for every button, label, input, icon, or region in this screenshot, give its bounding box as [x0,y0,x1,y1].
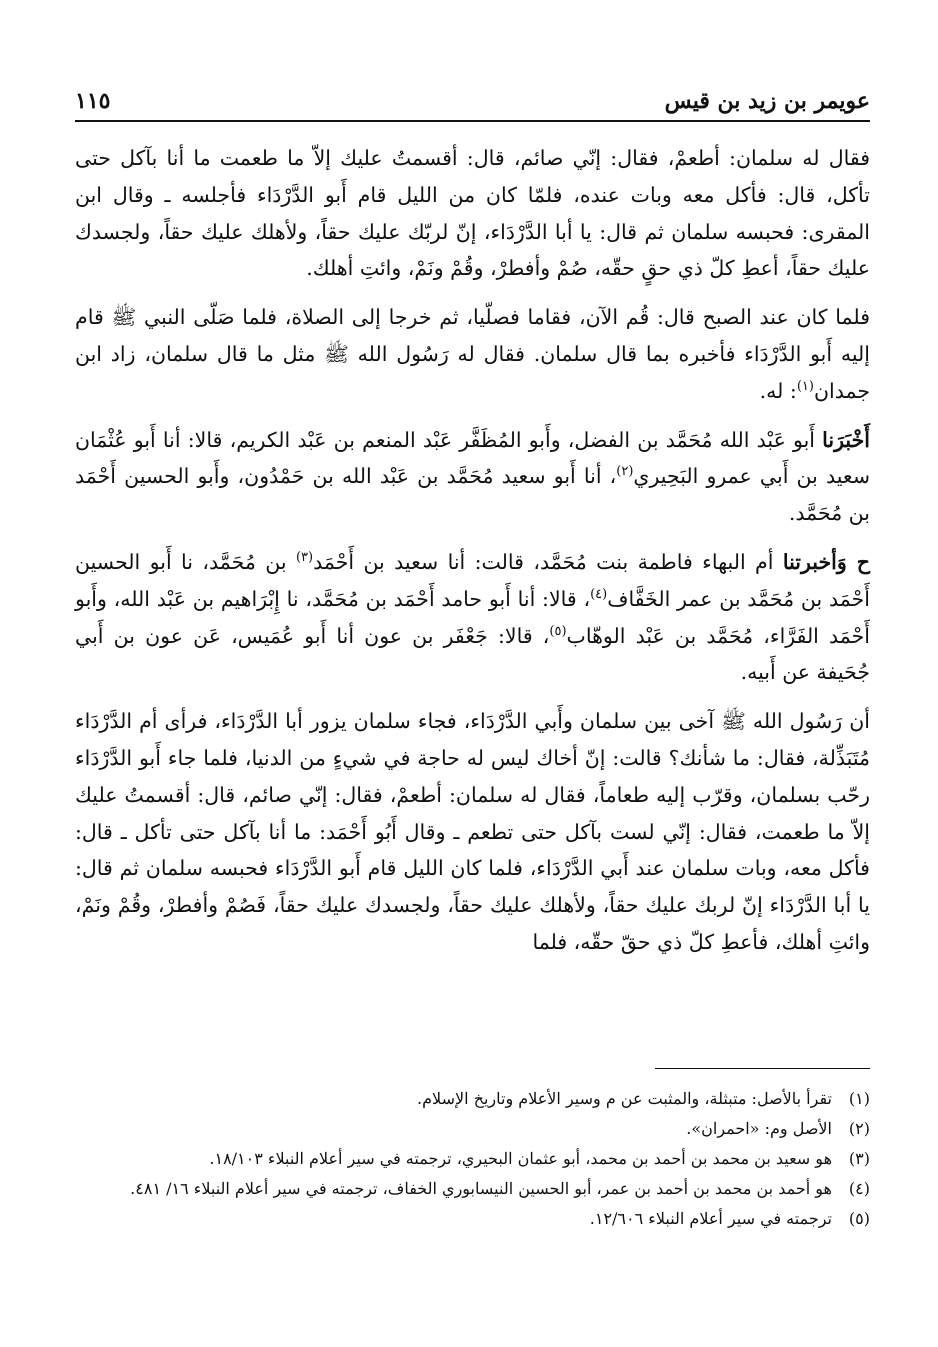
paragraph-1: فقال له سلمان: أطعمْ، فقال: إنّي صائم، قال: أقسمتُ عليك إلاّ ما طعمت ما أنا بآكل حتى تأكل، قال: فأكل معه وبات عنده، فلمّا كان من الليل قام أَبو الدَّرْدَاء فأجلسه ـ وقال ابن المقرى: فحبسه سلمان ثم قال: يا أبا الدَّرْدَاء، إنّ لربّك عليك حقاً، ولأهلك عليك حقاً، ولجسدك عليك حقاً، أعطِ كلّ ذي حقٍ حقّه، صُمْ وأفطرْ، وقُمْ ونَمْ، وائتِ أهلك. [75,146,870,281]
paragraph-4: ح وَأخبرتنا أم البهاء فاطمة بنت مُحَمَّد، قالت: أنا سعيد بن أَحْمَد$^{(٣)}$ بن مُحَمَّد، نا أَبو الحسين أَحْمَد بن مُحَمَّد بن عمر الخَفَّاف$^{(٤)}$، قالا: أنا أَبو حامد أَحْمَد بن مُحَمَّد، نا إِبْرَاهيم بن عَبْد الله، وأَبو أَحْمَد الفَرَّاء، مُحَمَّد بن عَبْد الوهّاب$^{(٥)}$، قالا: جَعْفَر بن عون أنا أَبو عُمَيس، عَن عون بن أَبي جُحَيفة عن أَبيه. [75,549,871,685]
page-header [75,80,870,122]
main-text [75,140,870,973]
footnote-ref-2: (٢) [616,464,634,480]
running-title: عويمر بن زيد بن قيس [664,88,870,114]
footnote-ref-4: (٤) [590,586,608,602]
footnote: (٤) هو أحمد بن محمد بن أحمد بن عمر، أبو الحسين النيسابوري الخفاف، ترجمته في سير أعلام النبلاء ١٦/ ٤٨١. [130,1179,870,1198]
footnote: (٢) الأصل وم: «احمران». [686,1119,870,1138]
footnote-ref-1: (١) [796,378,814,394]
isnad-lead: ح وَأخبرتنا [782,549,870,574]
footnote: (٣) هو سعيد بن محمد بن أحمد بن محمد، أبو عثمان البحيري، ترجمته في سير أعلام النبلاء ١٨/١٠٣. [209,1149,870,1168]
paragraph-5: أن رَسُول الله ﷺ آخى بين سلمان وأَبي الدَّرْدَاء، فجاء سلمان يزور أبا الدَّرْدَاء، فرأى أم الدَّرْدَاء مُتَبَذِّلة، فقال: ما شأنك؟ قالت: إنّ أخاك ليس له حاجة في شيءٍ من الدنيا، فلما جاء أَبو الدَّرْدَاء رحّب بسلمان، وقرّب إليه طعاماً، فقال له سلمان: أطعمْ، فقال: إنّي صائم، قال: أقسمتُ عليك إلاّ ما طعمت، فقال: إنّي لست بآكل حتى تطعم ـ وقال أَبُو أَحْمَد: ما أنا بآكل حتى تأكل ـ قال: فأكل معه، وبات سلمان عند أَبي الدَّرْدَاء، فلما كان الليل قام أَبو الدَّرْدَاء فحبسه سلمان ثم قال: يا أبا الدَّرْدَاء إنّ لربك عليك حقاً، ولأهلك عليك حقاً، ولجسدك عليك حقاً، فَصُمْ وأفطرْ، وقُمْ ونَمْ، وائتِ أهلك، فأعطِ كلّ ذي حقّ حقّه، فلما [75,709,870,954]
footnote-ref-3: (٣) [295,550,314,566]
page-number: ١١٥ [75,88,111,114]
paragraph-2: فلما كان عند الصبح قال: قُم الآن، فقاما فصلّيا، ثم خرجا إلى الصلاة، فلما صَلّى النبي ﷺ قام إليه أَبو الدَّرْدَاء فأخبره بما قال سلمان. فقال له رَسُول الله ﷺ مثل ما قال سلمان، زاد ابن جمدان$^{(١)}$: له. [75,305,870,403]
isnad-lead: أَخْبَرَنا [822,427,870,452]
footnote: (١) تقرأ بالأصل: متبثلة، والمثبت عن م وسير الأعلام وتاريخ الإسلام. [417,1089,870,1108]
footnotes [75,1084,870,1234]
footnote-separator [655,1068,870,1069]
footnote-ref-5: (٥) [549,623,567,639]
footnote: (٥) ترجمته في سير أعلام النبلاء ١٢/٦٠٦. [589,1209,870,1228]
paragraph-3: أَخْبَرَنا أَبو عَبْد الله مُحَمَّد بن الفضل، وأَبو المُظَفَّر عَبْد المنعم بن عَبْد الكريم، قالا: أنا أَبو عُثْمَان سعيد بن أَبي عمرو البَحِيري$^{(٢)}$، أنا أَبو سعيد مُحَمَّد بن عَبْد الله بن حَمْدُون، وأَبو الحسين أَحْمَد بن مُحَمَّد. [75,427,870,526]
